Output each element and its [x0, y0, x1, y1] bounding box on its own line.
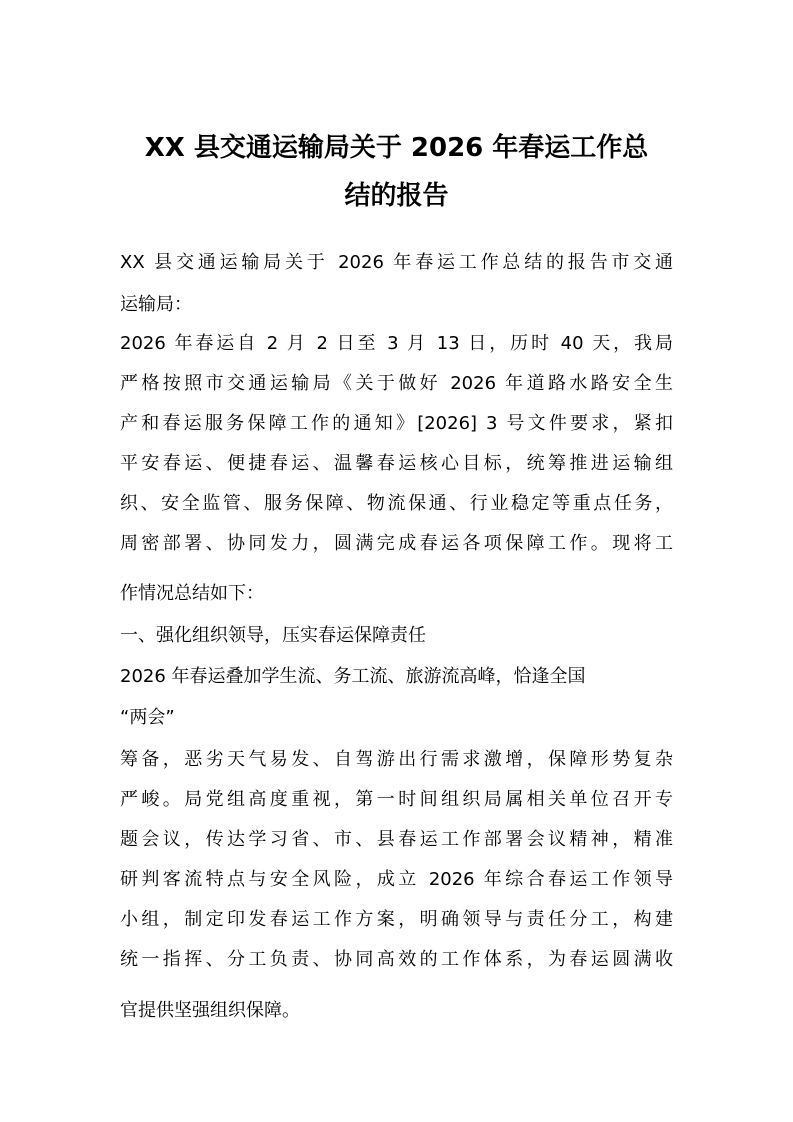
body-line-8: 周密部署、协同发力，圆满完成春运各项保障工作。现将工	[120, 533, 673, 554]
body-line-19: 官提供坚强组织保障。	[120, 1000, 300, 1021]
body-line-2: 运输局：	[120, 294, 192, 315]
body-line-11: 2026 年春运叠加学生流、务工流、旅游流高峰，恰逢全国	[120, 666, 586, 687]
title-line-2: 结的报告	[344, 181, 449, 211]
body-line-12: “两会”	[120, 707, 175, 728]
body-line-13: 筹备，恶劣天气易发、自驾游出行需求激增，保障形势复杂	[120, 749, 673, 770]
section-heading-1: 一、强化组织领导，压实春运保障责任	[120, 625, 426, 646]
body-line-7: 织、安全监管、服务保障、物流保通、行业稳定等重点任务，	[120, 493, 673, 514]
body-line-17: 小组，制定印发春运工作方案，明确领导与责任分工，构建	[120, 909, 673, 930]
body-line-18: 统一指挥、分工负责、协同高效的工作体系，为春运圆满收	[120, 949, 673, 970]
body-line-3: 2026 年春运自 2 月 2 日至 3 月 13 日，历时 40 天，我局	[120, 333, 673, 354]
document-title	[100, 124, 693, 220]
title-line-1: XX 县交通运输局关于 2026 年春运工作总	[144, 133, 649, 163]
body-line-6: 平安春运、便捷春运、温馨春运核心目标，统筹推进运输组	[120, 453, 673, 474]
body-line-1: XX 县交通运输局关于 2026 年春运工作总结的报告市交通	[120, 252, 673, 273]
body-line-5: 产和春运服务保障工作的通知》[2026] 3 号文件要求，紧扣	[120, 413, 673, 434]
body-line-4: 严格按照市交通运输局《关于做好 2026 年道路水路安全生	[120, 373, 673, 394]
body-line-9: 作情况总结如下：	[120, 583, 264, 604]
body-line-15: 题会议，传达学习省、市、县春运工作部署会议精神，精准	[120, 829, 673, 850]
body-line-16: 研判客流特点与安全风险，成立 2026 年综合春运工作领导	[120, 869, 673, 890]
body-line-14: 严峻。局党组高度重视，第一时间组织局属相关单位召开专	[120, 789, 673, 810]
